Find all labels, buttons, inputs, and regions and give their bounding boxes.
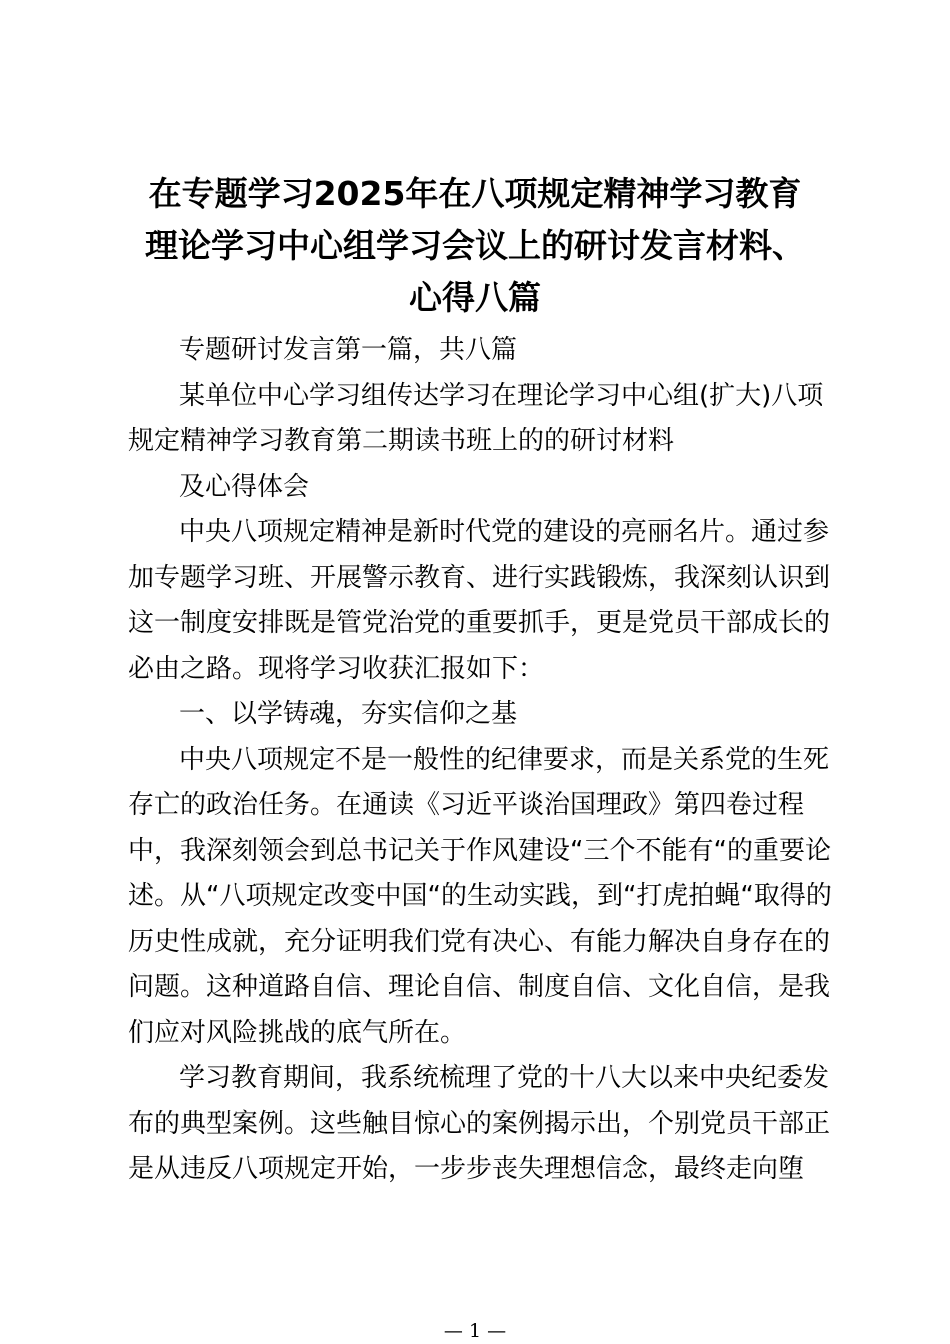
title-line-2: 理论学习中心组学习会议上的研讨发言材料、	[145, 226, 805, 265]
paragraph-line: 存亡的政治任务。在通读《习近平谈治国理政》第四卷过程	[128, 790, 805, 820]
paragraph-line: 中，我深刻领会到总书记关于作风建设“三个不能有“的重要论	[128, 835, 831, 866]
page-number: — 1 —	[443, 1320, 507, 1342]
paragraph-line: 述。从“八项规定改变中国“的生动实践，到“打虎拍蝇“取得的	[128, 881, 832, 911]
paragraph-line: 中央八项规定不是一般性的纪律要求，而是关系党的生死	[179, 744, 830, 775]
heading-line: 某单位中心学习组传达学习在理论学习中心组(扩大)八项	[179, 380, 824, 411]
paragraph-line: 这一制度安排既是管党治党的重要抓手，更是党员干部成长的	[128, 608, 831, 638]
document-title	[110, 168, 840, 324]
section-heading: 一、以学铸魂，夯实信仰之基	[179, 699, 518, 729]
paragraph-line: 加专题学习班、开展警示教育、进行实践锻炼，我深刻认识到	[128, 562, 831, 593]
paragraph-line: 是从违反八项规定开始，一步步丧失理想信念，最终走向堕	[128, 1154, 805, 1184]
title-line-3: 心得八篇	[409, 278, 541, 317]
document-body	[128, 328, 832, 1193]
paragraph-line: 必由之路。现将学习收获汇报如下：	[128, 653, 545, 684]
title-line-1: 在专题学习2025年在八项规定精神学习教育	[148, 174, 802, 213]
heading-line: 及心得体会	[179, 471, 310, 502]
paragraph-line: 中央八项规定精神是新时代党的建设的亮丽名片。通过参	[179, 517, 830, 547]
paragraph-line: 们应对风险挑战的底气所在。	[128, 1017, 467, 1048]
paragraph-line: 学习教育期间，我系统梳理了党的十八大以来中央纪委发	[179, 1063, 830, 1093]
subtitle-line: 专题研讨发言第一篇，共八篇	[179, 335, 518, 365]
paragraph-line: 历史性成就，充分证明我们党有决心、有能力解决自身存在的	[128, 926, 831, 957]
heading-line: 规定精神学习教育第二期读书班上的的研讨材料	[128, 426, 675, 456]
paragraph-line: 布的典型案例。这些触目惊心的案例揭示出，个别党员干部正	[128, 1108, 831, 1139]
paragraph-line: 问题。这种道路自信、理论自信、制度自信、文化自信，是我	[128, 972, 831, 1002]
